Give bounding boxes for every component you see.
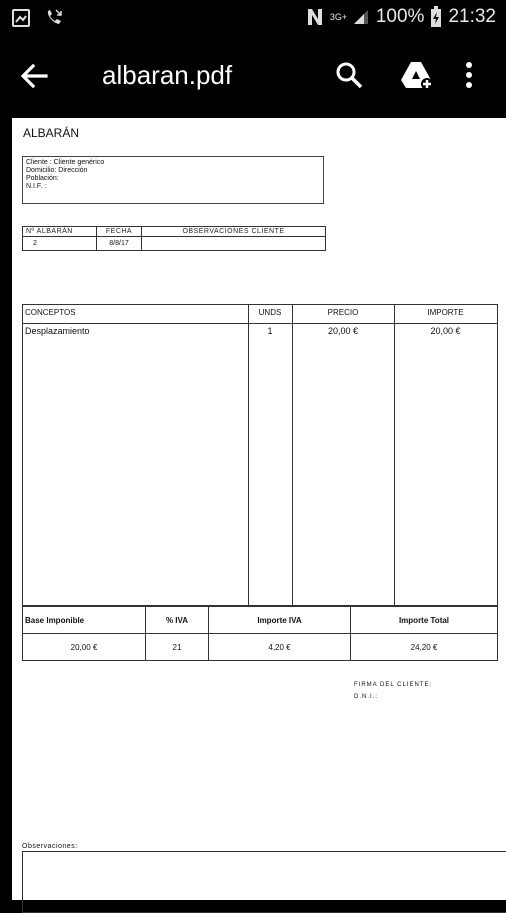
nfc-icon xyxy=(306,7,324,27)
client-box xyxy=(22,156,324,204)
client-observations xyxy=(142,237,326,251)
status-left xyxy=(12,8,64,28)
column-divider xyxy=(394,305,395,605)
client-signature-label: FIRMA DEL CLIENTE: xyxy=(354,682,433,688)
signal-icon xyxy=(352,8,370,26)
header-amount: IMPORTE xyxy=(427,308,464,317)
pdf-page xyxy=(12,118,506,900)
client-town: Población: xyxy=(26,175,59,182)
column-divider xyxy=(292,305,293,605)
battery-percent: 100% xyxy=(375,6,425,27)
header-taxable-base: Base Imponible xyxy=(23,607,146,634)
concept-units: 1 xyxy=(267,326,273,336)
status-bar xyxy=(0,0,506,38)
concepts-table xyxy=(22,304,498,606)
network-type: 3G+ xyxy=(329,11,348,22)
client-name: Cliente : Cliente genérico xyxy=(26,159,105,166)
column-divider xyxy=(248,305,249,605)
header-vat-amount: Importe IVA xyxy=(209,607,351,634)
header-date: FECHA xyxy=(97,227,142,237)
missed-call-icon xyxy=(44,8,64,28)
concept-amount: 20,00 € xyxy=(430,326,461,336)
observations-label: Observaciones: xyxy=(22,843,78,850)
header-vat-percent: % IVA xyxy=(146,607,209,634)
back-arrow-icon[interactable] xyxy=(18,60,50,92)
dni-label: D.N.I.: xyxy=(354,694,379,700)
add-to-drive-icon[interactable] xyxy=(400,60,434,90)
clock: 21:32 xyxy=(448,6,496,27)
status-right xyxy=(306,6,496,28)
battery-charging-icon xyxy=(430,6,442,28)
signature-block xyxy=(354,679,432,703)
gallery-notification-icon xyxy=(12,9,30,27)
albaran-info-table xyxy=(22,226,326,251)
totals-table xyxy=(22,606,498,661)
concept-price: 20,00 € xyxy=(327,326,359,336)
search-icon[interactable] xyxy=(334,60,364,90)
vat-amount: 4,20 € xyxy=(209,634,351,661)
header-total: Importe Total xyxy=(351,607,498,634)
albaran-number: 2 xyxy=(23,237,97,251)
document-heading: ALBARÁN xyxy=(23,126,80,140)
header-concepts: CONCEPTOS xyxy=(25,308,76,317)
total-amount: 24,20 € xyxy=(351,634,498,661)
header-price: PRECIO xyxy=(327,308,359,317)
client-nif: N.I.F. : xyxy=(26,183,47,190)
vat-percent: 21 xyxy=(146,634,209,661)
observations-box xyxy=(22,851,506,913)
header-albaran-number: Nº ALBARÁN xyxy=(23,227,97,237)
app-bar xyxy=(0,38,506,116)
header-client-observations: OBSERVACIONES CLIENTE xyxy=(142,227,326,237)
more-options-icon[interactable] xyxy=(462,60,476,90)
page-title: albaran.pdf xyxy=(102,60,233,90)
taxable-base: 20,00 € xyxy=(23,634,146,661)
header-units: UNDS xyxy=(258,308,282,317)
client-address: Domicilio: Dirección xyxy=(26,167,88,174)
albaran-date: 8/8/17 xyxy=(97,237,142,251)
header-divider xyxy=(23,323,497,324)
concept-description: Desplazamiento xyxy=(25,326,90,336)
